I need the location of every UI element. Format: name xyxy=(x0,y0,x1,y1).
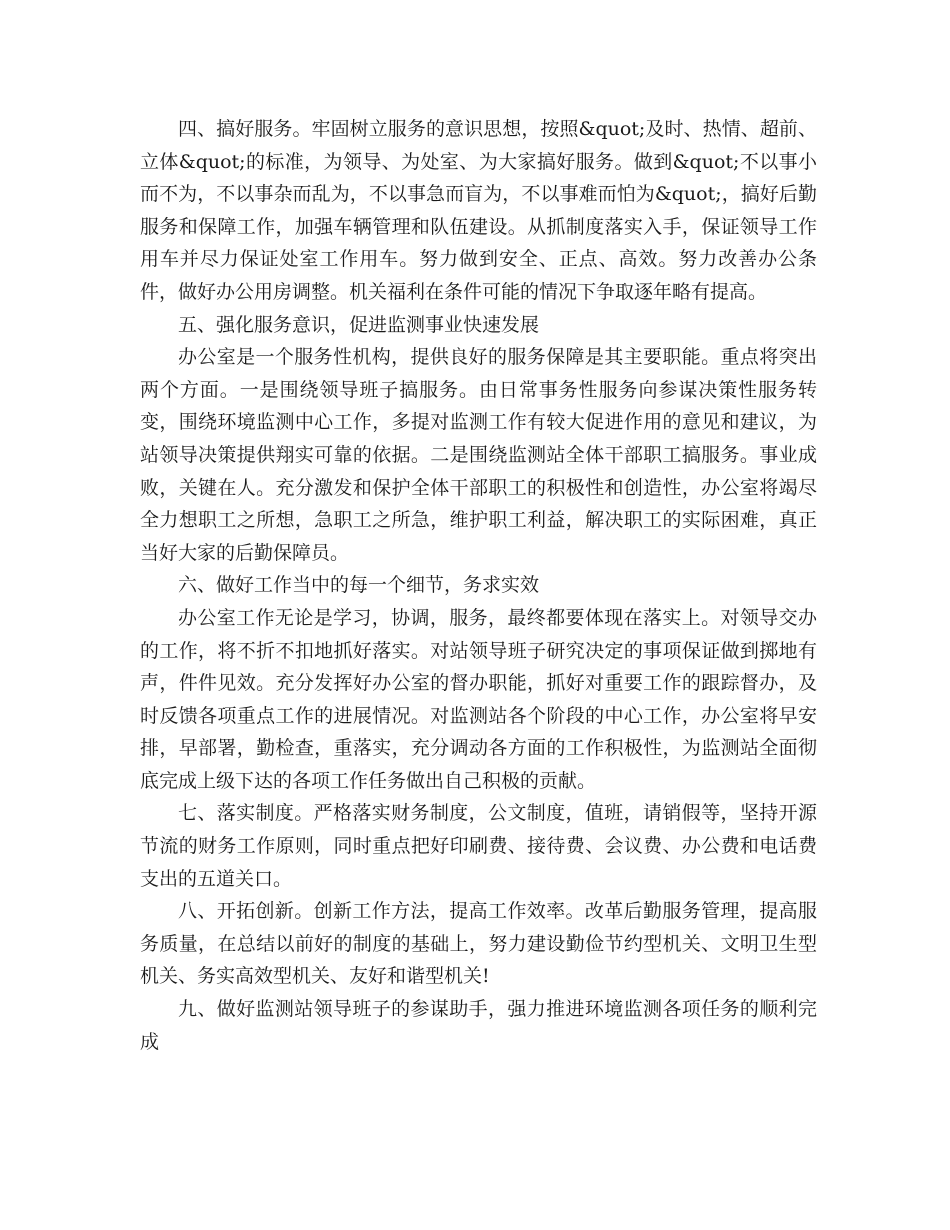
heading-strengthen-service: 五、强化服务意识，促进监测事业快速发展 xyxy=(178,313,540,336)
paragraph-system: 七、落实制度。严格落实财务制度，公文制度，值班，请销假等，坚持开源节流的财务工作原则，同时重点把好印刷费、接待费、会议费、办公费和电话费支出的五道关口。 xyxy=(140,802,817,890)
paragraph-implementation: 办公室工作无论是学习，协调，服务，最终都要体现在落实上。对领导交办的工作，将不折不扣地抓好落实。对站领导班子研究决定的事项保证做到掷地有声，件件见效。充分发挥好办公室的督办职能，抓好对重要工作的跟踪督办，及时反馈各项重点工作的进展情况。对监测站各个阶段的中心工作，办公室将早安排，早部署，勤检查，重落实，充分调动各方面的工作积极性，为监测站全面彻底完成上级下达的各项工作任务做出自己积极的贡献。 xyxy=(140,606,817,792)
paragraph-service: 四、搞好服务。牢固树立服务的意识思想，按照&quot;及时、热情、超前、立体&quot;的标准，为领导、为处室、为大家搞好服务。做到&quot;不以事小而不为，不以事杂而乱为，不以事急而盲为，不以事难而怕为&quot;，搞好后勤服务和保障工作，加强车辆管理和队伍建设。从抓制度落实入手，保证领导工作用车并尽力保证处室工作用车。努力做到安全、正点、高效。努力改善办公条件，做好办公用房调整。机关福利在条件可能的情况下争取逐年略有提高。 xyxy=(140,118,817,303)
paragraph-office-role: 办公室是一个服务性机构，提供良好的服务保障是其主要职能。重点将突出两个方面。一是围绕领导班子搞服务。由日常事务性服务向参谋决策性服务转变，围绕环境监测中心工作，多提对监测工作有较大促进作用的意见和建议，为站领导决策提供翔实可靠的依据。二是围绕监测站全体干部职工搞服务。事业成败，关键在人。充分激发和保护全体干部职工的积极性和创造性，办公室将竭尽全力想职工之所想，急职工之所急，维护职工利益，解决职工的实际困难，真正当好大家的后勤保障员。 xyxy=(140,346,817,564)
paragraph-innovation: 八、开拓创新。创新工作方法，提高工作效率。改革后勤服务管理，提高服务质量，在总结以前好的制度的基础上，努力建设勤俭节约型机关、文明卫生型机关、务实高效型机关、友好和谐型机关! xyxy=(140,900,817,988)
heading-advisor: 九、做好监测站领导班子的参谋助手，强力推进环境监测各项任务的顺利完成 xyxy=(140,998,817,1053)
heading-details: 六、做好工作当中的每一个细节，务求实效 xyxy=(178,574,540,597)
document-body xyxy=(140,113,817,1058)
